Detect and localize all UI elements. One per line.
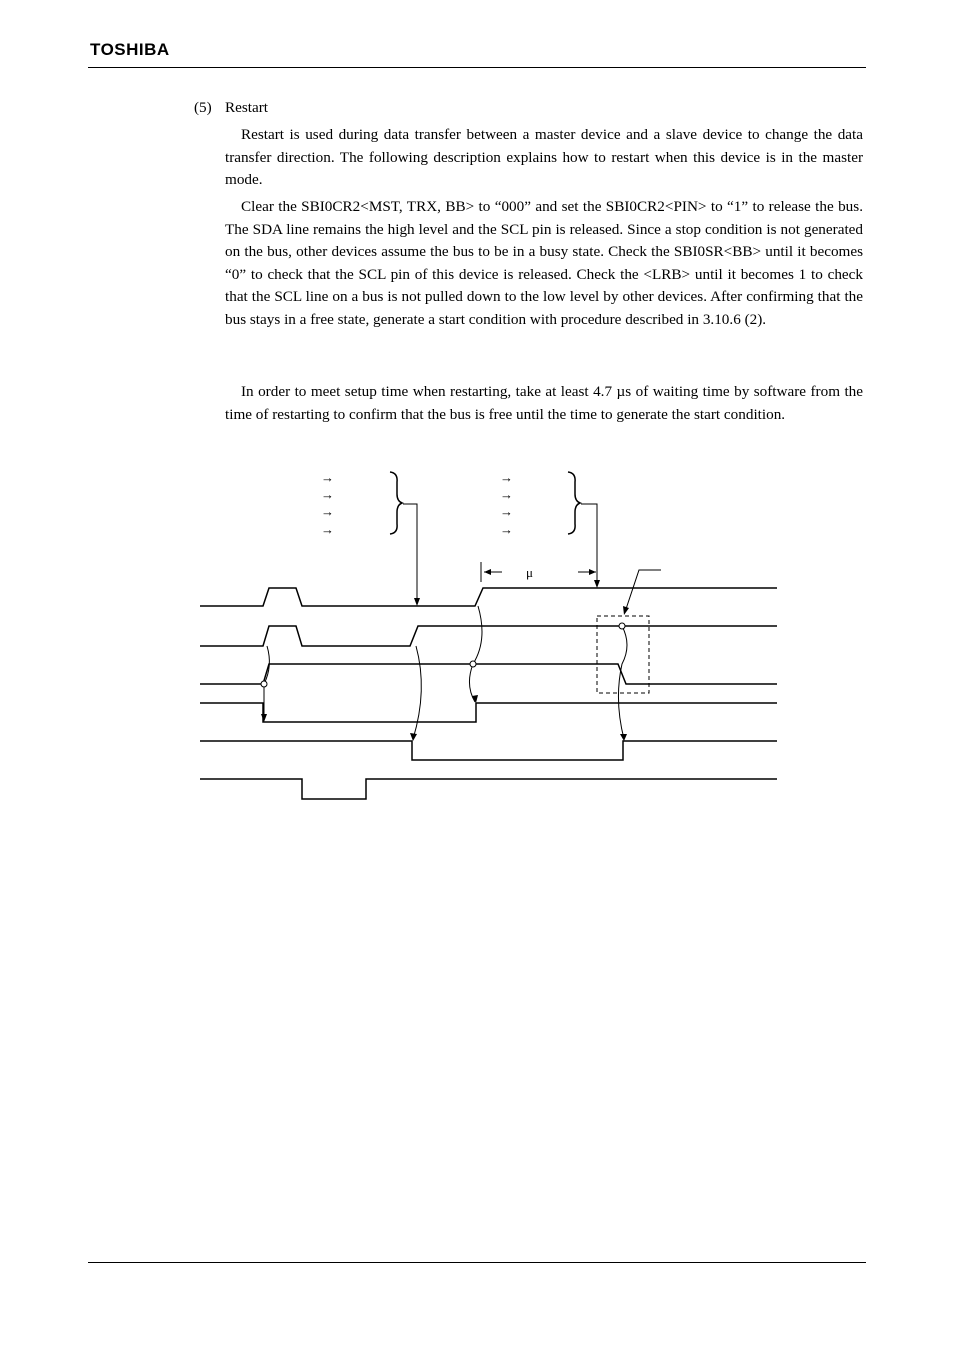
arrow-glyph-r1: →	[500, 470, 513, 485]
arrow-glyph-r4: →	[500, 522, 513, 537]
paragraph-restart-procedure: Clear the SBI0CR2<MST, TRX, BB> to “000” and set the SBI0CR2<PIN> to “1” to release the bus. The SDA line remains the high level and the SCL pin is released. Since a stop condition is not generated on the bus, other devices assume the bus to be in a busy state. Check the SBI0SR<BB> until it becomes “0” to check that the SCL pin of this device is released. Check the <LRB> until it becomes 1 to check that the SCL line on a bus is not pulled down to the low level by other devices. After confirming that the bus stays in a free state, generate a start condition with procedure described in 3.10.6 (2).	[225, 198, 863, 328]
waveform-2	[200, 626, 777, 646]
sample-point-1	[261, 681, 267, 687]
waveform-3	[200, 664, 777, 684]
paragraph-restart-setup-time: In order to meet setup time when restarting, take at least 4.7 µs of waiting time by software from the time of restarting to confirm that the bus is free until the time to generate the start condition.	[225, 383, 863, 423]
waveform-1	[200, 588, 777, 606]
paragraph-restart-intro: Restart is used during data transfer between a master device and a slave device to change the data transfer direction. The following description explains how to restart when this device is in the master mode.	[225, 126, 863, 188]
section-title: Restart	[225, 99, 269, 116]
right-brace	[568, 472, 580, 534]
arrow-glyph-l1: →	[321, 470, 334, 485]
curve-arrow-c	[469, 606, 482, 702]
waveform-6	[200, 779, 777, 799]
dashed-box-leader	[625, 570, 661, 612]
toshiba-logo: TOSHIBA	[90, 40, 170, 59]
sample-point-3	[619, 623, 625, 629]
arrow-glyph-l3: →	[321, 504, 334, 519]
footer-rule	[88, 1262, 866, 1263]
arrow-glyph-r3: →	[500, 504, 513, 519]
curve-arrow-b	[413, 646, 421, 739]
mu-symbol: μ	[526, 565, 533, 580]
section-number: (5)	[194, 99, 212, 116]
sample-point-2	[470, 661, 476, 667]
waveform-4	[200, 703, 777, 722]
arrow-glyph-r2: →	[500, 487, 513, 502]
waveform-5	[200, 741, 777, 760]
left-brace	[390, 472, 402, 534]
arrow-glyph-l2: →	[321, 487, 334, 502]
arrow-glyph-l4: →	[321, 522, 334, 537]
left-brace-leader	[403, 504, 417, 603]
